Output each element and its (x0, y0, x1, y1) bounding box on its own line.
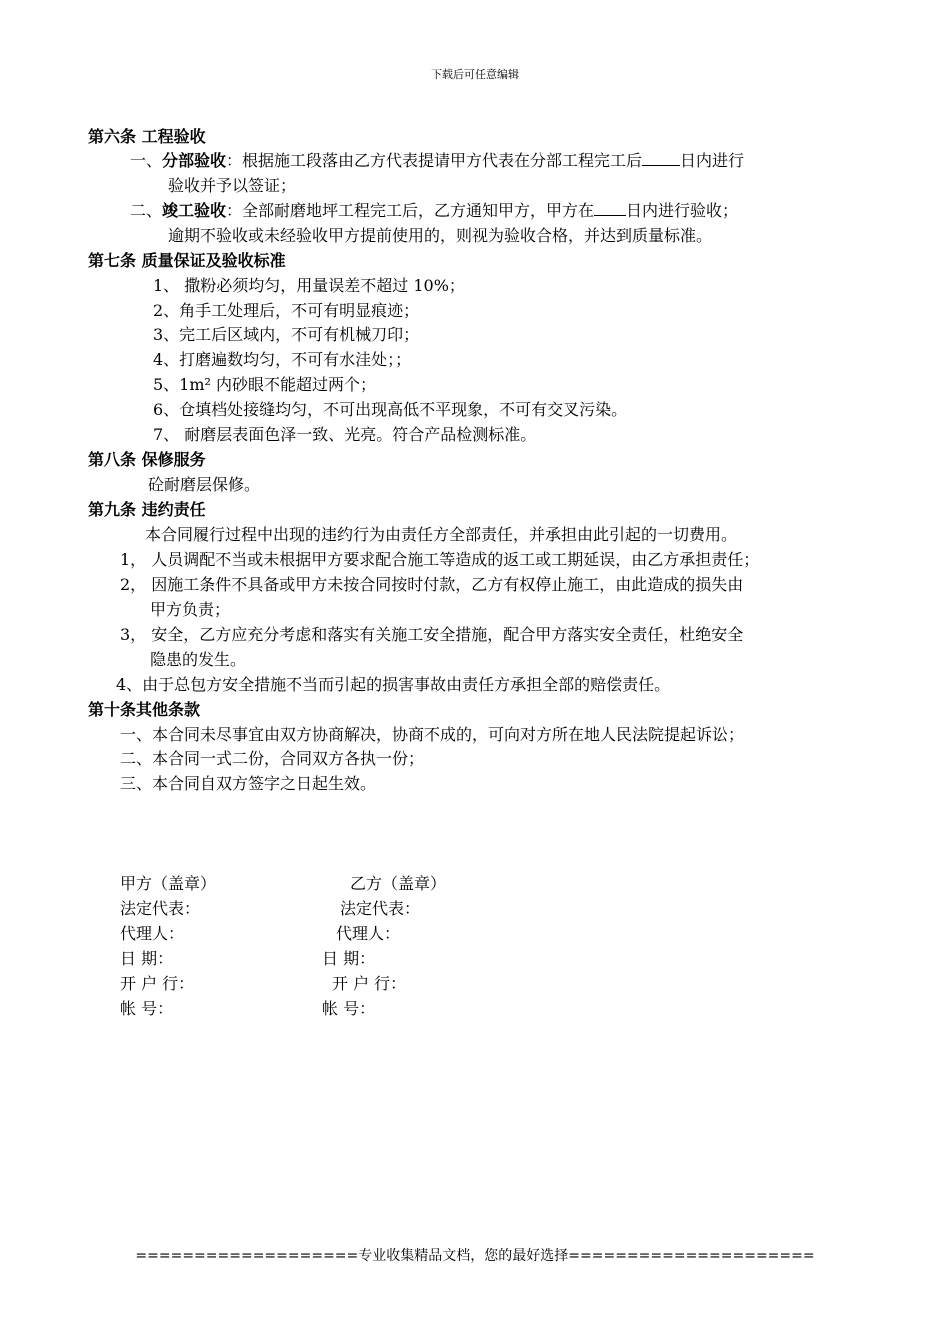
article-6-item-2 (130, 199, 738, 223)
article-7-item: 3、完工后区域内，不可有机械刀印； (153, 325, 420, 344)
item-label: 分部验收 (162, 151, 227, 170)
party-b-date: 日 期： (322, 949, 376, 968)
article-9-item-4: 4、由于总包方安全措施不当而引起的损害事故由责任方承担全部的赔偿责任。 (116, 675, 671, 694)
article-6-item-1 (130, 149, 744, 173)
article-7-item: 6、仓填档处接缝均匀，不可出现高低不平现象，不可有交叉污染。 (153, 400, 628, 419)
item-text-end: 日内进行验收； (626, 201, 739, 220)
article-6-item-1-cont: 验收并予以签证； (168, 176, 297, 195)
article-9-item-2: 2， 因施工条件不具备或甲方未按合同按时付款，乙方有权停止施工，由此造成的损失由 (120, 575, 744, 594)
item-text: ：全部耐磨地坪工程完工后，乙方通知甲方，甲方在 (226, 201, 595, 220)
party-a-agent: 代理人： (120, 924, 185, 943)
party-a-bank: 开 户 行： (120, 974, 195, 993)
article-9-item-2-cont: 甲方负责； (150, 600, 231, 619)
article-10-item: 三、本合同自双方签字之日起生效。 (120, 774, 377, 793)
article-8-text: 砼耐磨层保修。 (148, 475, 261, 494)
article-9-intro: 本合同履行过程中出现的违约行为由责任方全部责任，并承担由此引起的一切费用。 (145, 525, 738, 544)
party-a-seal: 甲方（盖章） (120, 874, 217, 893)
article-10-title: 第十条其他条款 (88, 700, 201, 719)
party-a-account: 帐 号： (120, 999, 174, 1018)
footer-note: ===================专业收集精品文档，您的最好选择===================== (135, 1248, 815, 1264)
article-7-item: 7、 耐磨层表面色泽一致、光亮。符合产品检测标准。 (153, 425, 537, 444)
item-text: ：根据施工段落由乙方代表提请甲方代表在分部工程完工后 (226, 151, 643, 170)
party-b-agent: 代理人： (336, 924, 401, 943)
article-6-title: 第六条 工程验收 (88, 127, 206, 146)
article-8-title: 第八条 保修服务 (88, 450, 206, 469)
party-b-account: 帐 号： (322, 999, 376, 1018)
article-10-item: 一、本合同未尽事宜由双方协商解决，协商不成的，可向对方所在地人民法院提起诉讼； (120, 725, 745, 744)
article-7-item: 2、角手工处理后，不可有明显痕迹； (153, 301, 420, 320)
header-note: 下载后可任意编辑 (431, 68, 519, 81)
party-a-date: 日 期： (120, 949, 174, 968)
party-a-legal-rep: 法定代表： (120, 899, 201, 918)
party-b-bank: 开 户 行： (332, 974, 407, 993)
blank-days (594, 201, 626, 216)
article-10-item: 二、本合同一式二份，合同双方各执一份； (120, 749, 425, 768)
article-7-item: 5、1m² 内砂眼不能超过两个； (153, 375, 377, 394)
article-9-item-1: 1， 人员调配不当或未根据甲方要求配合施工等造成的返工或工期延误，由乙方承担责任； (120, 550, 760, 569)
item-prefix: 二、 (130, 201, 163, 220)
article-7-item: 4、打磨遍数均匀，不可有水洼处；； (153, 350, 412, 369)
item-text-end: 日内进行 (680, 151, 745, 170)
article-6-item-2-cont: 逾期不验收或未经验收甲方提前使用的，则视为验收合格，并达到质量标准。 (168, 226, 713, 245)
item-label: 竣工验收 (162, 201, 227, 220)
article-9-item-3-cont: 隐患的发生。 (150, 650, 247, 669)
item-prefix: 一、 (130, 151, 163, 170)
blank-days (642, 151, 680, 166)
article-7-item: 1、 撒粉必须均匀，用量误差不超过 10%； (153, 276, 465, 295)
article-9-title: 第九条 违约责任 (88, 500, 206, 519)
article-9-item-3: 3， 安全，乙方应充分考虑和落实有关施工安全措施，配合甲方落实安全责任，杜绝安全 (120, 625, 744, 644)
party-b-legal-rep: 法定代表： (340, 899, 421, 918)
party-b-seal: 乙方（盖章） (350, 874, 447, 893)
article-7-title: 第七条 质量保证及验收标准 (88, 251, 286, 270)
